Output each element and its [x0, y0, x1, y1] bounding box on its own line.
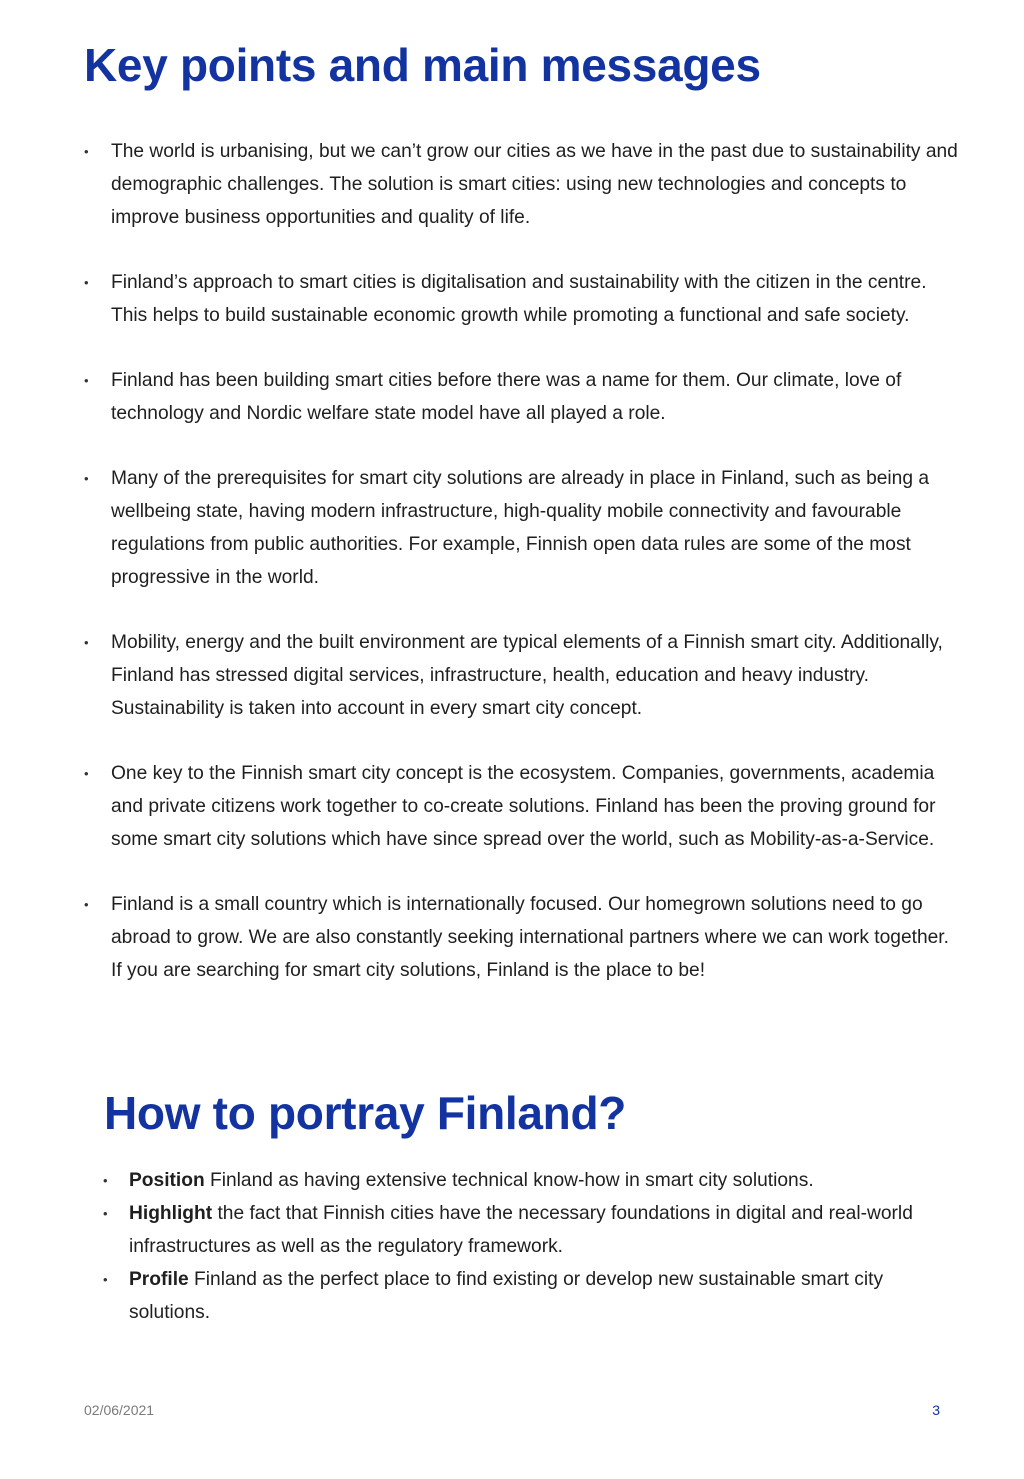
list-item — [84, 462, 964, 594]
key-point-text: Finland is a small country which is internationally focused. Our homegrown solutions need to go abroad to grow. We are also constantly seeking international partners where we can work together. If you are searching for smart city solutions, Finland is the place to be! — [111, 894, 949, 981]
bullet-icon: • — [84, 471, 89, 486]
bullet-icon: • — [103, 1173, 108, 1188]
bullet-icon: • — [103, 1206, 108, 1221]
list-item — [103, 1197, 933, 1263]
portray-text: Finland as the perfect place to find existing or develop new sustainable smart city solutions. — [129, 1269, 884, 1323]
key-points-list — [84, 135, 964, 1019]
bullet-icon: • — [84, 766, 89, 781]
bullet-icon: • — [84, 275, 89, 290]
portray-list — [103, 1164, 933, 1329]
portray-keyword: Position — [129, 1170, 205, 1191]
list-item — [84, 364, 964, 430]
bullet-icon: • — [103, 1272, 108, 1287]
list-item — [84, 135, 964, 234]
key-point-text: One key to the Finnish smart city concept is the ecosystem. Companies, governments, academia and private citizens work together to co-create solutions. Finland has been the proving ground for some smart city solutions which have since spread over the world, such as Mobility-as-a-Service. — [111, 763, 936, 850]
key-point-text: Many of the prerequisites for smart city solutions are already in place in Finland, such as being a wellbeing state, having modern infrastructure, high-quality mobile connectivity and favourable regulations from public authorities. For example, Finnish open data rules are some of the most progressive in the world. — [111, 468, 930, 588]
bullet-icon: • — [84, 144, 89, 159]
list-item — [84, 626, 964, 725]
portray-keyword: Highlight — [129, 1203, 213, 1224]
portray-text: Finland as having extensive technical know-how in smart city solutions. — [204, 1170, 814, 1191]
bullet-icon: • — [84, 897, 89, 912]
list-item — [84, 888, 964, 987]
key-point-text: Mobility, energy and the built environment are typical elements of a Finnish smart city. Additionally, Finland has stressed digital services, infrastructure, health, education and heavy industry. Sustainability is taken into account in every smart city concept. — [111, 632, 943, 719]
list-item — [103, 1164, 933, 1197]
page-number: 3 — [932, 1402, 940, 1418]
portray-text: the fact that Finnish cities have the necessary foundations in digital and real-world infrastructures as well as the regulatory framework. — [129, 1203, 913, 1257]
key-point-text: Finland has been building smart cities before there was a name for them. Our climate, love of technology and Nordic welfare state model have all played a role. — [111, 370, 902, 424]
bullet-icon: • — [84, 635, 89, 650]
portray-keyword: Profile — [129, 1269, 189, 1290]
portray-heading: How to portray Finland? — [104, 1087, 627, 1139]
bullet-icon: • — [84, 373, 89, 388]
list-item — [84, 266, 964, 332]
key-point-text: The world is urbanising, but we can’t grow our cities as we have in the past due to sustainability and demographic challenges. The solution is smart cities: using new technologies and concepts to improve business opportunities and quality of life. — [111, 141, 958, 228]
footer-date: 02/06/2021 — [84, 1402, 155, 1418]
key-point-text: Finland’s approach to smart cities is digitalisation and sustainability with the citizen in the centre. This helps to build sustainable economic growth while promoting a functional and safe society. — [111, 272, 927, 326]
list-item — [84, 757, 964, 856]
page-title: Key points and main messages — [84, 39, 761, 91]
list-item — [103, 1263, 933, 1329]
